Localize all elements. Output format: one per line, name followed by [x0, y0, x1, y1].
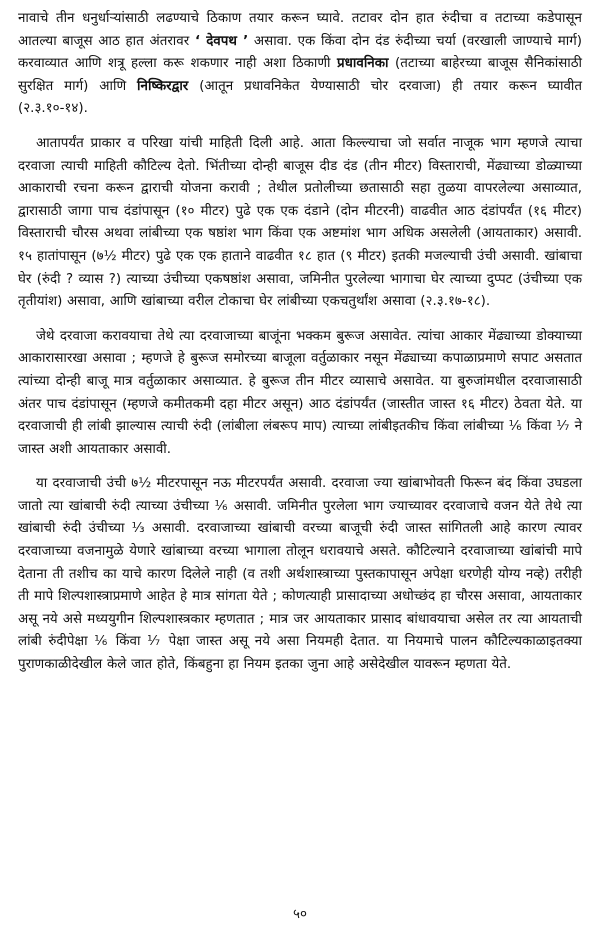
paragraph-2: [18, 133, 582, 314]
page-number: ५०: [293, 907, 307, 922]
term-devpath: ‘ देवपथ ’: [194, 33, 249, 49]
text-segment: (तटाच्या बाहेरच्या बाजूस सैनिकांसाठी सुरक्षित मार्ग) आणि: [18, 56, 583, 94]
document-page: [18, 8, 582, 928]
text-segment: या दरवाजाची उंची ७½ मीटरपासून नऊ मीटरपर्यंत असावी. दरवाजा ज्या खांबाभोवती फिरून बंद किंवा उघडला जातो त्या खांबाची रुंदी त्याच्या उंचीच्या ⅙ असावी. जमिनीत पुरलेला भाग ज्याच्यावर दरवाजाचे वजन येते तेथे त्या खांबाची रुंदी उंचीच्या ⅓ असावी. दरवाजाच्या खांबाची वरच्या बाजूची रुंदी जास्त सांगितली आहे कारण त्यावर दरवाजाच्या वजनामुळे येणारे खांबाच्या वरच्या भागाला तोलून धरावयाचे असते. कौटिल्याने दरवाजाच्या खांबांची मापे देताना ती तशीच का याचे कारण दिलेले नाही (व तशी अर्थशास्त्राच्या पुस्तकापासून अपेक्षा धरणेही योग्य नव्हे) तरीही ती मापे शिल्पशास्त्राप्रमाणे आहेत हे मात्र सांगता येते ; कोणत्याही प्रासादाच्या अधोच्छंद हा चौरस असावा, आयताकार असू नये असे मध्ययुगीन शिल्पशास्त्रकार म्हणतात ; मात्र जर आयताकार प्रासाद बांधावयाचा असेल तर त्या आयताची लांबी रुंदीपेक्षा ⅙ किंवा ⅐ पेक्षा जास्त असू नये असा नियमही देतात. या नियमाचे पालन कौटिल्यकाळाइतक्या पुराणकाळीदेखील केले जात होते, किंबहुना हा नियम इतका जुना आहे असेदेखील यावरून म्हणता येते.: [18, 476, 582, 673]
text-segment: आतापर्यंत प्राकार व परिखा यांची माहिती दिली आहे. आता किल्ल्याचा जो सर्वात नाजूक भाग म्हणजे त्याचा दरवाजा त्याची माहिती कौटिल्य देतो. भिंतीच्या दोन्ही बाजूस दीड दंड (तीन मीटर) विस्ताराची, मेंढ्याच्या डोळ्याच्या आकाराची रचना करून द्वाराची योजना करावी ; तेथील प्रतोलीच्या छतासाठी सहा तुळया वापरलेल्या असाव्यात, द्वारासाठी जागा पाच दंडांपासून (१० मीटर) पुढे एक एक दंडाने (दोन मीटरनी) वाढवीत आठ दंडांपर्यंत (१६ मीटर) विस्ताराची चौरस अथवा लांबीच्या एक षष्ठांश भाग किंवा एक अष्टमांश भाग अधिक असलेली (आयताकार) असावी. १५ हातांपासून (७½ मीटर) पुढे एक एक हाताने वाढवीत १८ हात (९ मीटर) इतकी मजल्याची उंची असावी. खांबाचा घेर (रुंदी ? व्यास ?) त्याच्या उंचीच्या एकषष्ठांश असावा, जमिनीत पुरलेल्या भागाचा घेर त्याच्या दुप्पट (उंचीच्या एक तृतीयांश) असावा, आणि खांबाच्या वरील टोकाचा घेर लांबीच्या एकचतुर्थांश असावा (२.३.१७-१८).: [18, 135, 582, 310]
term-nishkiradvar: निष्किरद्वार: [137, 78, 189, 94]
text-segment: जेथे दरवाजा करावयाचा तेथे त्या दरवाजाच्या बाजूंना भक्कम बुरूज असावेत. त्यांचा आकार मेंढ्याच्या डोक्याच्या आकारासारखा असावा ; म्हणजे हे बुरूज समोरच्या बाजूला वर्तुळाकार नसून मेंढ्याच्या कपाळाप्रमाणे सपाट असतात त्यांच्या दोन्ही बाजू मात्र वर्तुळाकार असाव्यात. हे बुरूज तीन मीटर व्यासाचे असावेत. या बुरुजांमधील दरवाजासाठी अंतर पाच दंडांपासून (म्हणजे कमीतकमी दहा मीटर असून) आठ दंडांपर्यंत (जास्तीत जास्त १६ मीटर) ठेवता येते. या दरवाजाची ही लांबी झाल्यास त्याची रुंदी (लांबीला लंबरूप माप) त्याच्या लांबीइतकीच किंवा लांबीच्या ⅙ किंवा ⅐ ने जास्त अशी आयताकार असावी.: [18, 328, 582, 457]
text-segment: असावा. एक किंवा दोन दंड रुंदीच्या चर्या (वरखाली जाण्याचे मार्ग) करवाव्यात आणि शत्रू हल्ला करू शकणार नाही अशा ठिकाणी: [18, 33, 582, 72]
term-pradhavanika: प्रधावनिका: [337, 56, 389, 72]
text-segment: (आतून प्रधावनिकेत येण्यासाठी चोर दरवाजा) ही तयार करून घ्यावीत (२.३.१०-१४).: [18, 78, 583, 117]
paragraph-3: [18, 326, 582, 462]
paragraph-1: [18, 8, 582, 121]
text-segment: नावाचे तीन धनुर्धाऱ्यांसाठी लढण्याचे ठिकाण तयार करून घ्यावे. तटावर दोन हात रुंदीचा व तटाच्या कडेपासून आतल्या बाजूस आठ हात अंतरावर: [18, 11, 582, 49]
paragraph-4: [18, 473, 582, 676]
